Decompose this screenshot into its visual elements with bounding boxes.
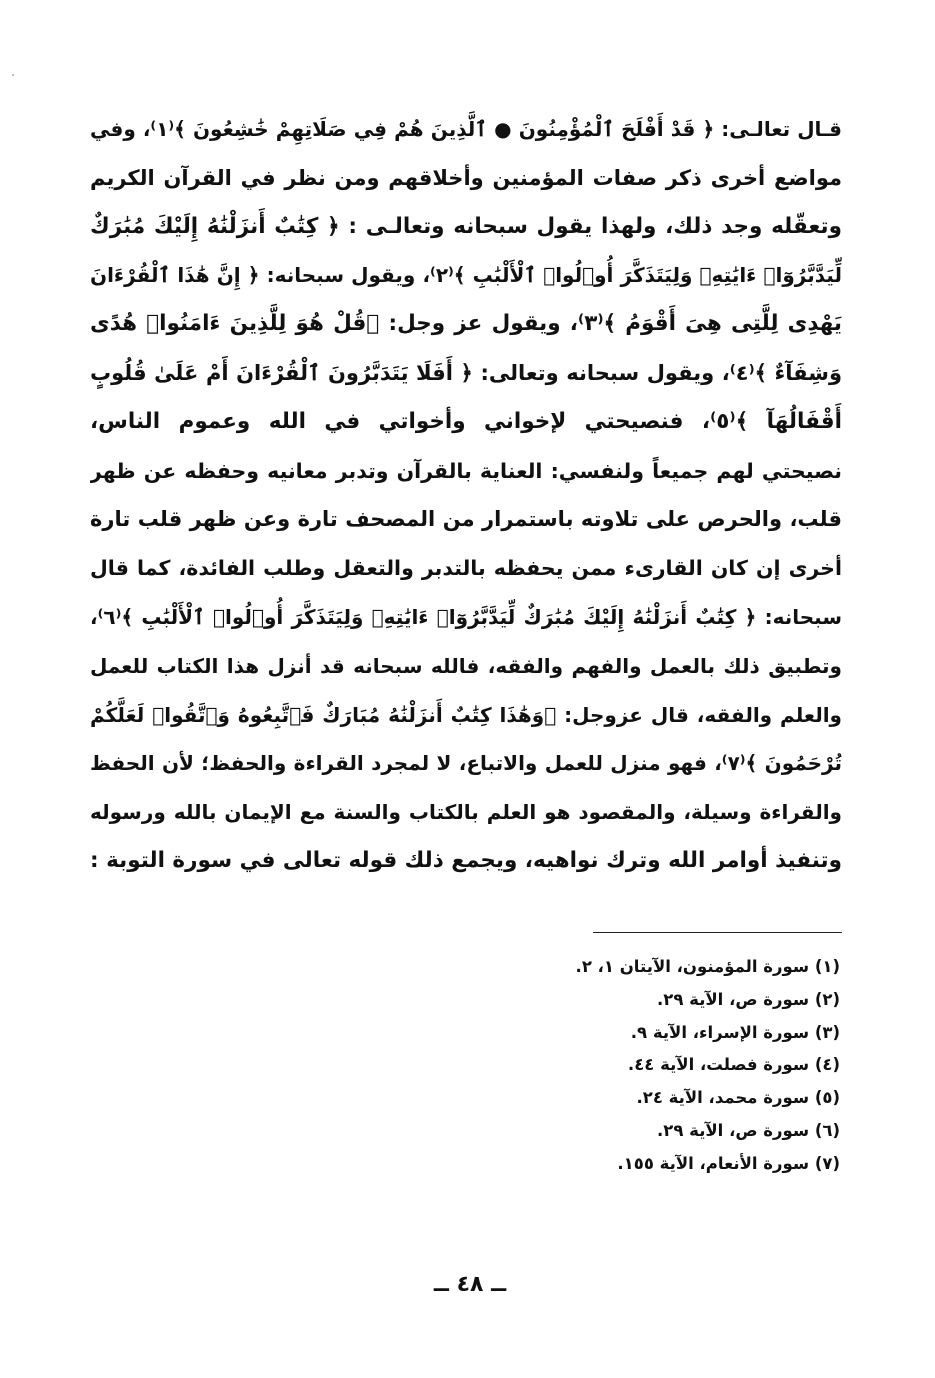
margin-speck (12, 74, 14, 76)
text-line: والقراءة وسيلة، والمقصود هو العلم بالكتاب والسنة مع الإيمان بالله ورسوله (90, 800, 842, 825)
footnote: (٤) سورة فصلت، الآية ٤٤. (627, 1055, 840, 1075)
text-line: وتنفيذ أوامر الله وترك نواهيه، ويجمع ذلك قوله تعالى في سورة التوبة : (90, 847, 842, 873)
text-line: وتعقّله وجد ذلك، ولهذا يقول سبحانه وتعالـى : ﴿ كِتَٰبٌ أَنزَلْنَٰهُ إِلَيْكَ مُبَٰرَكٌ (90, 213, 842, 239)
text-line: نصيحتي لهم جميعاً ولنفسي: العناية بالقرآن وتدبر معانيه وحفظه عن ظهر (90, 458, 842, 483)
text-line: سبحانه: ﴿ كِتَٰبٌ أَنزَلْنَٰهُ إِلَيْكَ مُبَٰرَكٌ لِّيَدَّبَّرُوٓا۟ ءَايَٰتِهِۦ وَلِيَتَذَكَّرَ أُو۟لُوا۟ ٱلْأَلْبَٰبِ ﴾⁽٦⁾، (90, 604, 842, 629)
text-line: مواضع أخرى ذكر صفات المؤمنين وأخلاقهم ومن نظر في القرآن الكريم (90, 165, 842, 190)
footnote-divider (593, 932, 842, 933)
footnote: (٧) سورة الأنعام، الآية ١٥٥. (617, 1153, 840, 1173)
text-line: قـال تعالـى: ﴿ قَدْ أَفْلَحَ ٱلْمُؤْمِنُونَ ● ٱلَّذِينَ هُمْ فِي صَلَاتِهِمْ خَٰشِعُونَ ﴾⁽١⁾، وفي (90, 117, 842, 141)
text-line: والعلم والفقه، قال عزوجل: ﴿وَهَٰذَا كِتَٰبٌ أَنزَلْنَٰهُ مُبَارَكٌ فَٱتَّبِعُوهُ وَٱتَّقُوا۟ لَعَلَّكُمْ (90, 702, 842, 727)
text-line: قلب، والحرص على تلاوته باستمرار من المصحف تارة وعن ظهر قلب تارة (90, 507, 842, 532)
text-line: لِّيَدَّبَّرُوٓا۟ ءَايَٰتِهِۦ وَلِيَتَذَكَّرَ أُو۟لُوا۟ ٱلْأَلْبَٰبِ ﴾⁽٢⁾، ويقول سبحانه: ﴿ إِنَّ هَٰذَا ٱلْقُرْءَانَ (90, 263, 842, 288)
footnotes (300, 951, 840, 1181)
page-number: ــ ٤٨ ــ (433, 1272, 507, 1297)
footnote: (٥) سورة محمد، الآية ٢٤. (636, 1088, 840, 1108)
text-line: وتطبيق ذلك بالعمل والفهم والفقه، فالله سبحانه قد أنزل هذا الكتاب للعمل (90, 653, 842, 678)
main-text (90, 105, 842, 886)
footnote: (١) سورة المؤمنون، الآيتان ١، ٢. (575, 957, 840, 976)
text-line: أخرى إن كان القارىء ممن يحفظه بالتدبر والتعقل وطلب الفائدة، كما قال (90, 556, 842, 581)
text-line: أَقْفَالُهَآ ﴾⁽٥⁾، فنصيحتي لإخواني وأخواتي في الله وعموم الناس، (90, 408, 842, 434)
footnote: (٢) سورة ص، الآية ٢٩. (657, 989, 840, 1009)
footnote: (٣) سورة الإسراء، الآية ٩. (630, 1022, 840, 1042)
text-line: تُرْحَمُونَ ﴾⁽٧⁾، فهو منزل للعمل والاتباع، لا لمجرد القراءة والحفظ؛ لأن الحفظ (90, 751, 842, 776)
text-line: وَشِفَآءٌ ﴾⁽٤⁾، ويقول سبحانه وتعالى: ﴿ أَفَلَا يَتَدَبَّرُونَ ٱلْقُرْءَانَ أَمْ عَلَىٰ قُلُوبٍ (90, 360, 842, 385)
text-line: يَهْدِى لِلَّتِى هِىَ أَقْوَمُ ﴾⁽٣⁾، ويقول عز وجل: ﴿قُلْ هُوَ لِلَّذِينَ ءَامَنُوا۟ هُدًى (90, 311, 842, 337)
footnote: (٦) سورة ص، الآية ٢٩. (657, 1120, 840, 1140)
